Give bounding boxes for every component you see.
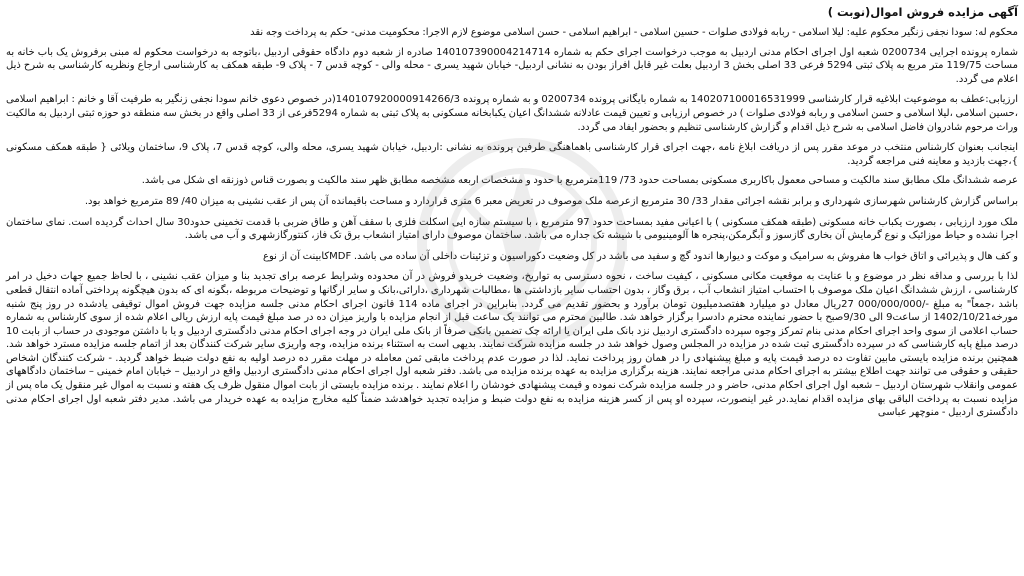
notice-title: آگهی مزایده فروش اموال(نوبت )	[827, 5, 1018, 19]
notice-auction-terms: لذا با بررسی و مداقه نظر در موضوع و با عنایت به موقعیت مکانی مسکونی ، کیفیت ساخت ، نحوه دسترسی به تواریخ، وضعیت خریدو فروش در آن محدوده وشرایط عرصه برای تجدید بنا و میزان عقب نشینی ، با لحاظ جمیع جهات دخیل در امر کارشناسی ، ارزش ششدانگ اعیان ملک موصوف با احتساب امتیاز انشعاب آب ، برق وگاز ، بدون احتساب سایر بازداشتی ها ،مطالبات شهرداری ،دارائی،بانک و سایر ارگانها و توضیحات مربوطه ،بگونه ای که بدون هیچگونه پرداختی آماده انتقال قطعی باشد ،جمعاً" به مبلغ -/000/000/000 27ریال معادل دو میلیارد هفتصدمیلیون تومان برآورد و بحضور تقدیم می گردد. بنابراین در اجرای ماده 114 قانون اجرای احکام مدنی جلسه مزایده جهت فروش اموال توقیفی یادشده در روز پنج شنبه مورخه1402/10/21 از ساعت9 الی 9/30صبح با حضور نماینده محترم دادسرا برگزار خواهد شد. طالبین محترم می توانند یک ساعت قبل از انجام مزایده با واریز میزان ده در صد مبلغ قیمت پایه ارزش ریالی اعلام شده از سوی کارشناس به شماره حساب اعلامی از سوی واحد اجرای احکام مدنی بنام تمرکز وجوه سپرده دادگستری اردبیل نزد بانک ملی ایران یا ارائه چک تضمین بانکی صرفاً از بانک ملی ایران در وجه اجرای احکام مدنی دادگستری اردبیل و یا با داشتن موجودی در حساب از بابت 10 درصد مبلغ پایه کارشناسی که در سپرده دادگستری ثبت شده در مزایده در المجلس وصول خواهد شد در جلسه مزایده شرکت نمایند. بدیهی است به استثناء برنده مزایده، وجه واریزی سایر شرکت کنندگان بعد از اتمام جلسه مزایده مسترد خواهد شد. همچنین برنده مزایده بایستی مابین تفاوت ده درصد قیمت پایه و مبلغ پیشنهادی را در همان روز پرداخت نماید. لذا در صورت عدم پرداخت مابقی ثمن معامله در مهلت مقرر ده درصد اولیه به نفع دولت ضبط خواهد گردید. - شرکت کنندگان اشخاص حقیقی و حقوقی می توانند جهت اطلاع بیشتر به اجرای احکام مدنی مراجعه نمایند. هزینه برگزاری مزایده به عهده برنده مزایده می باشد. دفتر شعبه اول اجرای احکام مدنی دادگستری اردبیل واقع در اردبیل – خیابان امام خمینی – ساختمان دادگاههای عمومی وانقلاب شهرستان اردبیل – شعبه اول اجرای احکام مدنی، حاضر و در جلسه مزایده شرکت نموده و قیمت پیشنهادی خودشان را اعلام نمایند . برنده مزایده بایستی از بابت اموال منقول ظرف یک هفته و نسبت به اموال غیر منقول یک ماه پس از مزایده نسبت به پرداخت الباقی بهای مزایده اقدام نماید.در غیر اینصورت، سپرده او پس از کسر هزینه مزایده به نفع دولت ضبط و مزایده تجدید خواهدشد ضمناً کلیه مخارج مزایده به عهده خریدار می باشد. مدیر دفتر شعبه اول اجرای احکام مدنی دادگستری اردبیل - منوچهر عباسی	[6, 271, 1019, 419]
notice-interior-finish: و کف هال و پذیرائی و اتاق خواب ها مفروش به سرامیک و موکت و دیوارها اندود گچ و سفید می باشد در کل وضعیت دکوراسیون و تزئینات داخلی آن ساده می باشد. MDFکابینت آن از نوع	[263, 250, 1018, 262]
notice-case-intro: شماره پرونده اجرایی 0200734 شعبه اول اجرای احکام مدنی اردبیل به موجب درخواست اجرای حکم به شماره 140107390004214714 صادره از شعبه دوم دادگاه حقوقی اردبیل ،باتوجه به درخواست محکوم له مبنی برفروش یک باب خانه به مساحت 119/75 متر مربع به پلاک ثبتی 5294 فرعی 33 اصلی بخش 3 اردبیل بعلت غیر قابل افراز بودن به نشانی اردبیل- خیابان شهید یسری - محله والی - کوچه قدس 7 - پلاک 9- طبقه همکف به کارشناسی ارجاع ونظریه کارشناسی به شرح ذیل اعلام می گردد.	[6, 46, 1018, 85]
notice-parties-line: محکوم له: سودا نجفی زنگیر محکوم علیه: لیلا اسلامی - ربابه فولادی صلوات - حسین اسلامی - ابراهیم اسلامی - حسن اسلامی موضوع لازم الاجرا: محکومیت مدنی- حکم به پرداخت وجه نقد	[250, 27, 1018, 38]
notice-building-description: ملک مورد ارزیابی ، بصورت یکباب خانه مسکونی (طبقه همکف مسکونی ) با اعیانی مفید بمساحت حدود 97 مترمربع ، با سیستم سازه ایی اسکلت فلزی با سقف آهن و طاق ضربی با قدمت تخمینی حدود30 سال احداث گردیده است. نمای ساختمان اجرا نشده و حیاط موزائیک و نوع گرمایش آن بخاری گازسوز و آبگرمکن،پنجره ها آلومینیومی با شیشه تک جداره می باشد. ساختمان موصوف دارای امتیاز انشعاب برق تک فاز، کنتورگازشهری و آب می باشد.	[6, 216, 1019, 242]
notice-inspection-visit: اینجانب بعنوان کارشناس منتخب در موعد مقرر پس از دریافت ابلاغ نامه ،جهت اجرای قرار کارشناسی باهماهنگی طرفین پرونده به نشانی :اردبیل، خیابان شهید یسری، محله والی، کوچه قدس 7، پلاک 9، ساختمان ویلائی { طبقه همکف مسکونی }،جهت بازدید و معاینه فنی مراجعه گردید.	[6, 142, 1018, 167]
notice-valuation-reference: ارزیابی:عطف به موضوعیت ابلاغیه قرار کارشناسی 140207100016531999 به شماره بایگانی پرونده 0200734 و به شماره پرونده 140107920000914266/3(در خصوص دعوی خانم سودا نجفی زنگیر به طرفیت آقا و خانم : ابراهیم اسلامی ،حسین اسلامی ،لیلا اسلامی و حسن اسلامی و ربابه فولادی صلوات ) در خصوص ارزیابی و تعیین قیمت عادلانه ششدانگ اعیان یکبابخانه مسکونی به پلاک ثبتی به شماره 5294فرعی از 33 اصلی واقع در بخش سه منطقه دو حوزه ثبتی اردبیل به مالکیت وراث مرحوم شادروان فاضل اسلامی به شرح ذیل اقدام و گزارش کارشناسی تنظیم و بحضور ایفاد می گردد.	[6, 94, 1018, 133]
notice-municipal-setback: براساس گزارش کارشناس شهرسازی شهرداری و برابر نقشه اجرائی مقدار 33/ 30 مترمربع ازعرصه ملک موصوف در تعریض معبر 6 متری قراردارد و مساحت باقیمانده آن پس از عقب نشینی به میزان 40/ 89 مترمربع خواهد بود.	[84, 195, 1018, 207]
notice-land-area: عرصه ششدانگ ملک مطابق سند مالکیت و مساحی معمول باکاربری مسکونی بمساحت حدود 73/ 119مترمربع با حدود و مشخصات اربعه مشخصه مطابق ظهر سند مالکیت و بصورت قناس ذوزنقه ای شکل می باشد.	[141, 175, 1018, 187]
